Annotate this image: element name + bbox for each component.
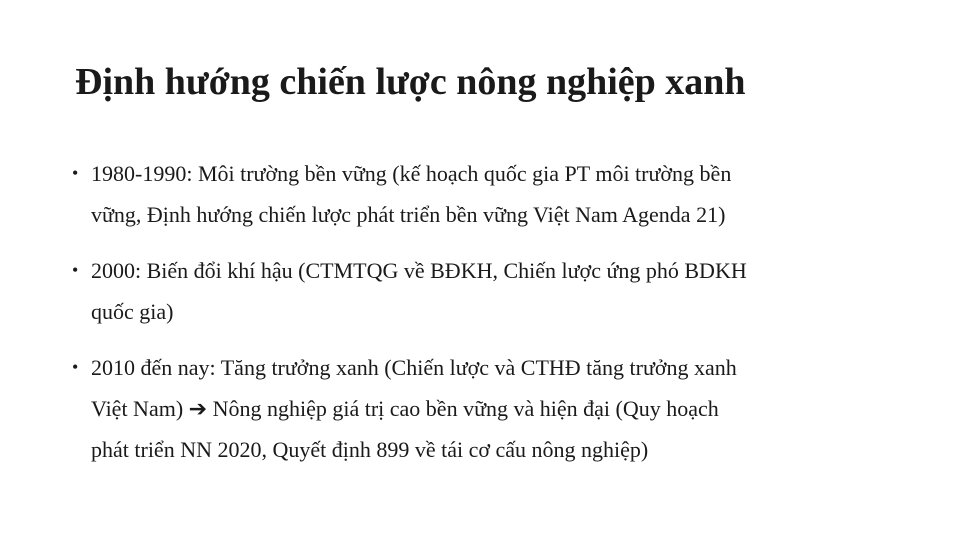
bullet-item-2000 [72, 250, 892, 332]
slide-title: Định hướng chiến lược nông nghiệp xanh [75, 61, 746, 103]
bullet-dot-icon: • [72, 260, 79, 280]
bullet-text-line: quốc gia) [91, 299, 174, 324]
bullet-dot-icon: • [72, 163, 79, 183]
bullet-text-line: vững, Định hướng chiến lược phát triển bền vững Việt Nam Agenda 21) [91, 202, 726, 227]
bullet-item-1980-1990 [72, 153, 892, 235]
bullet-list [72, 153, 892, 485]
bullet-text-line: 2000: Biến đổi khí hậu (CTMTQG về BĐKH, Chiến lược ứng phó BDKH [91, 258, 747, 283]
bullet-text-line: phát triển NN 2020, Quyết định 899 về tái cơ cấu nông nghiệp) [91, 437, 649, 462]
bullet-text-line: 2010 đến nay: Tăng trưởng xanh (Chiến lược và CTHĐ tăng trưởng xanh [91, 355, 737, 380]
bullet-dot-icon: • [72, 357, 79, 377]
bullet-text-line: 1980-1990: Môi trường bền vững (kế hoạch quốc gia PT môi trường bền [91, 161, 732, 186]
bullet-text-line: Việt Nam) ➔ Nông nghiệp giá trị cao bền vững và hiện đại (Quy hoạch [91, 396, 719, 421]
bullet-item-2010 [72, 347, 892, 470]
